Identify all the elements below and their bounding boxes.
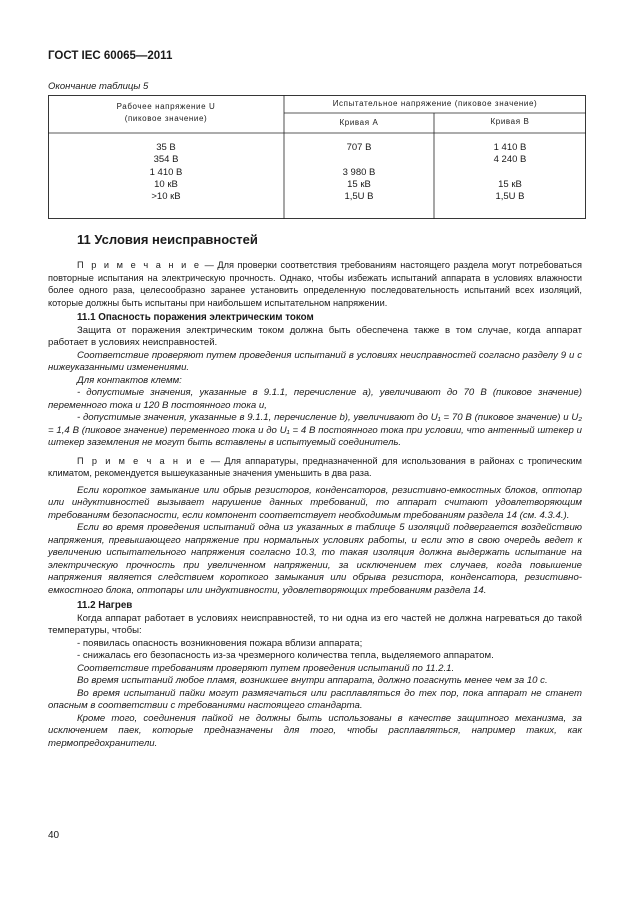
curve_a_values-cell: 15 кВ xyxy=(347,178,371,190)
paragraph: Если короткое замыкание или обрыв резисторов, конденсаторов, резистивно-емкостных блоков, оптопар или индуктивностей вызывает нарушение данных требований, то аппарат считают удовлетворяющим требованиям безопасности, если компонент соответствует необходимым требованиям раздела 14 (см. 4.3.4.). xyxy=(48,484,582,521)
paragraph: Соответствие требованиям проверяют путем проведения испытаний по 11.2.1. xyxy=(77,662,455,674)
section-11-2-title: 11.2 Нагрев xyxy=(77,600,133,611)
curve_b_values-cell: 15 кВ xyxy=(498,178,522,190)
working-voltage-column xyxy=(48,142,284,203)
paragraph: - снижалась его безопасность из-за чрезмерного количества тепла, выделяемого аппаратом. xyxy=(77,650,494,661)
body-text xyxy=(48,259,582,750)
paragraph: Во время испытаний пайки могут размягчаться или расплавляться до тех пор, пока аппарат не станет опасным в соответствии с требованиями настоящего стандарта. xyxy=(48,687,582,711)
paragraph: Соответствие проверяют путем проведения испытаний в условиях неисправностей согласно разделу 9 и с нижеуказанными изменениями. xyxy=(48,349,582,373)
section-11-title: 11 Условия неисправностей xyxy=(77,232,258,247)
curve_b_values-cell: 1,5U В xyxy=(495,191,525,203)
curve-a-column xyxy=(284,142,434,203)
section-11-1-note xyxy=(48,455,582,480)
note-label: П р и м е ч а н и е xyxy=(77,260,201,270)
curve-a-header: Кривая A xyxy=(339,118,379,127)
section-11-note xyxy=(48,259,582,309)
test-voltage-table xyxy=(48,95,586,219)
paragraph: Защита от поражения электрическим током должна быть обеспечена также в том случае, когда аппарат работает в условиях неисправностей. xyxy=(48,324,582,348)
curve_b_values-cell: 4 240 В xyxy=(493,154,527,166)
working-voltage-header-line1: Рабочее напряжение U xyxy=(116,102,216,111)
page-number: 40 xyxy=(48,830,60,841)
curve_a_values-cell xyxy=(284,154,434,166)
note-text: — Для аппаратуры, предназначенной для использования в районах с тропическим климатом, рекомендуется вышеуказанные значения уменьшить в два раза. xyxy=(48,455,582,478)
paragraph: Если во время проведения испытаний одна из указанных в таблице 5 изоляций подвергается воздействию напряжения, превышающего напряжение при нормальных условиях работы, и если это в свою очередь ведет к увеличению испытательного напряжения согласно 10.3, то такая изоляция должна выдержать испытание на электрическую прочность при увеличенном напряжении, за исключением тех случаев, когда повышение напряжения является следствием короткого замыкания или обрыва резистора, конденсатора, резистивно-емкостного блока, оптопары или индуктивности, удовлетворяющих требованиям раздела 14. xyxy=(48,522,582,596)
paragraph: - допустимые значения, указанные в 9.1.1, перечисление b), увеличивают до U₁ = 70 В (пиковое значение) и U₂ = 1,4 В (пиковое значение) переменного тока и до U₁ = 4 В постоянного тока при условии, что антенный штекер и штекер заземления не могут быть вставлены в испытуемый соединитель. xyxy=(48,412,582,448)
working_voltages-cell: 354 В xyxy=(153,154,179,166)
working-voltage-header-line2: (пиковое значение) xyxy=(124,114,208,123)
note-text: — Для проверки соответствия требованиям настоящего раздела могут потребоваться повторные испытания на электрическую прочность. Однако, чтобы избежать испытаний аппарата в условиях влажности более одного раза, целесообразно заранее установить определенную последовательность испытаний всех изоляций, которые должны быть испытаны при наибольшем испытательном напряжении. xyxy=(48,260,582,308)
working_voltages-cell: 1 410 В xyxy=(149,166,183,178)
paragraph: Во время испытаний любое пламя, возникшее внутри аппарата, должно погаснуть менее чем за 10 с. xyxy=(77,675,548,686)
curve_b_values-cell xyxy=(434,167,586,179)
working-voltage-header xyxy=(48,101,284,125)
working_voltages-cell: 10 кВ xyxy=(154,178,178,190)
test-voltage-group-header: Испытательное напряжение (пиковое значение) xyxy=(332,99,538,108)
section-11-1-title: 11.1 Опасность поражения электрическим током xyxy=(77,312,314,323)
curve_a_values-cell: 3 980 В xyxy=(342,166,376,178)
curve_b_values-cell: 1 410 В xyxy=(493,142,527,153)
paragraph: Когда аппарат работает в условиях неисправностей, то ни одна из его частей не должна нагреваться до такой температуры, чтобы: xyxy=(48,612,582,636)
curve_a_values-cell: 1,5U В xyxy=(344,191,374,203)
paragraph: - допустимые значения, указанные в 9.1.1, перечисление a), увеличивают до 70 В (пиковое значение) переменного тока и 120 В постоянного тока и, xyxy=(48,387,582,411)
curve-b-column xyxy=(434,142,586,203)
paragraph: Для контактов клемм: xyxy=(77,374,182,386)
working_voltages-cell: 35 В xyxy=(156,142,176,153)
paragraph: Кроме того, соединения пайкой не должны быть использованы в качестве защитного механизма, за исключением паек, которые предназначены для того, чтобы расплавляться, например таких, как термопредохранители. xyxy=(48,712,582,749)
working_voltages-cell: >10 кВ xyxy=(151,191,181,203)
curve-b-header: Кривая B xyxy=(490,117,530,126)
table-caption: Окончание таблицы 5 xyxy=(48,81,149,92)
note-label: П р и м е ч а н и е xyxy=(77,455,207,466)
standard-code: ГОСТ IEC 60065—2011 xyxy=(48,50,173,62)
paragraph: - появилась опасность возникновения пожара вблизи аппарата; xyxy=(77,637,363,649)
curve_a_values-cell: 707 В xyxy=(346,142,372,153)
